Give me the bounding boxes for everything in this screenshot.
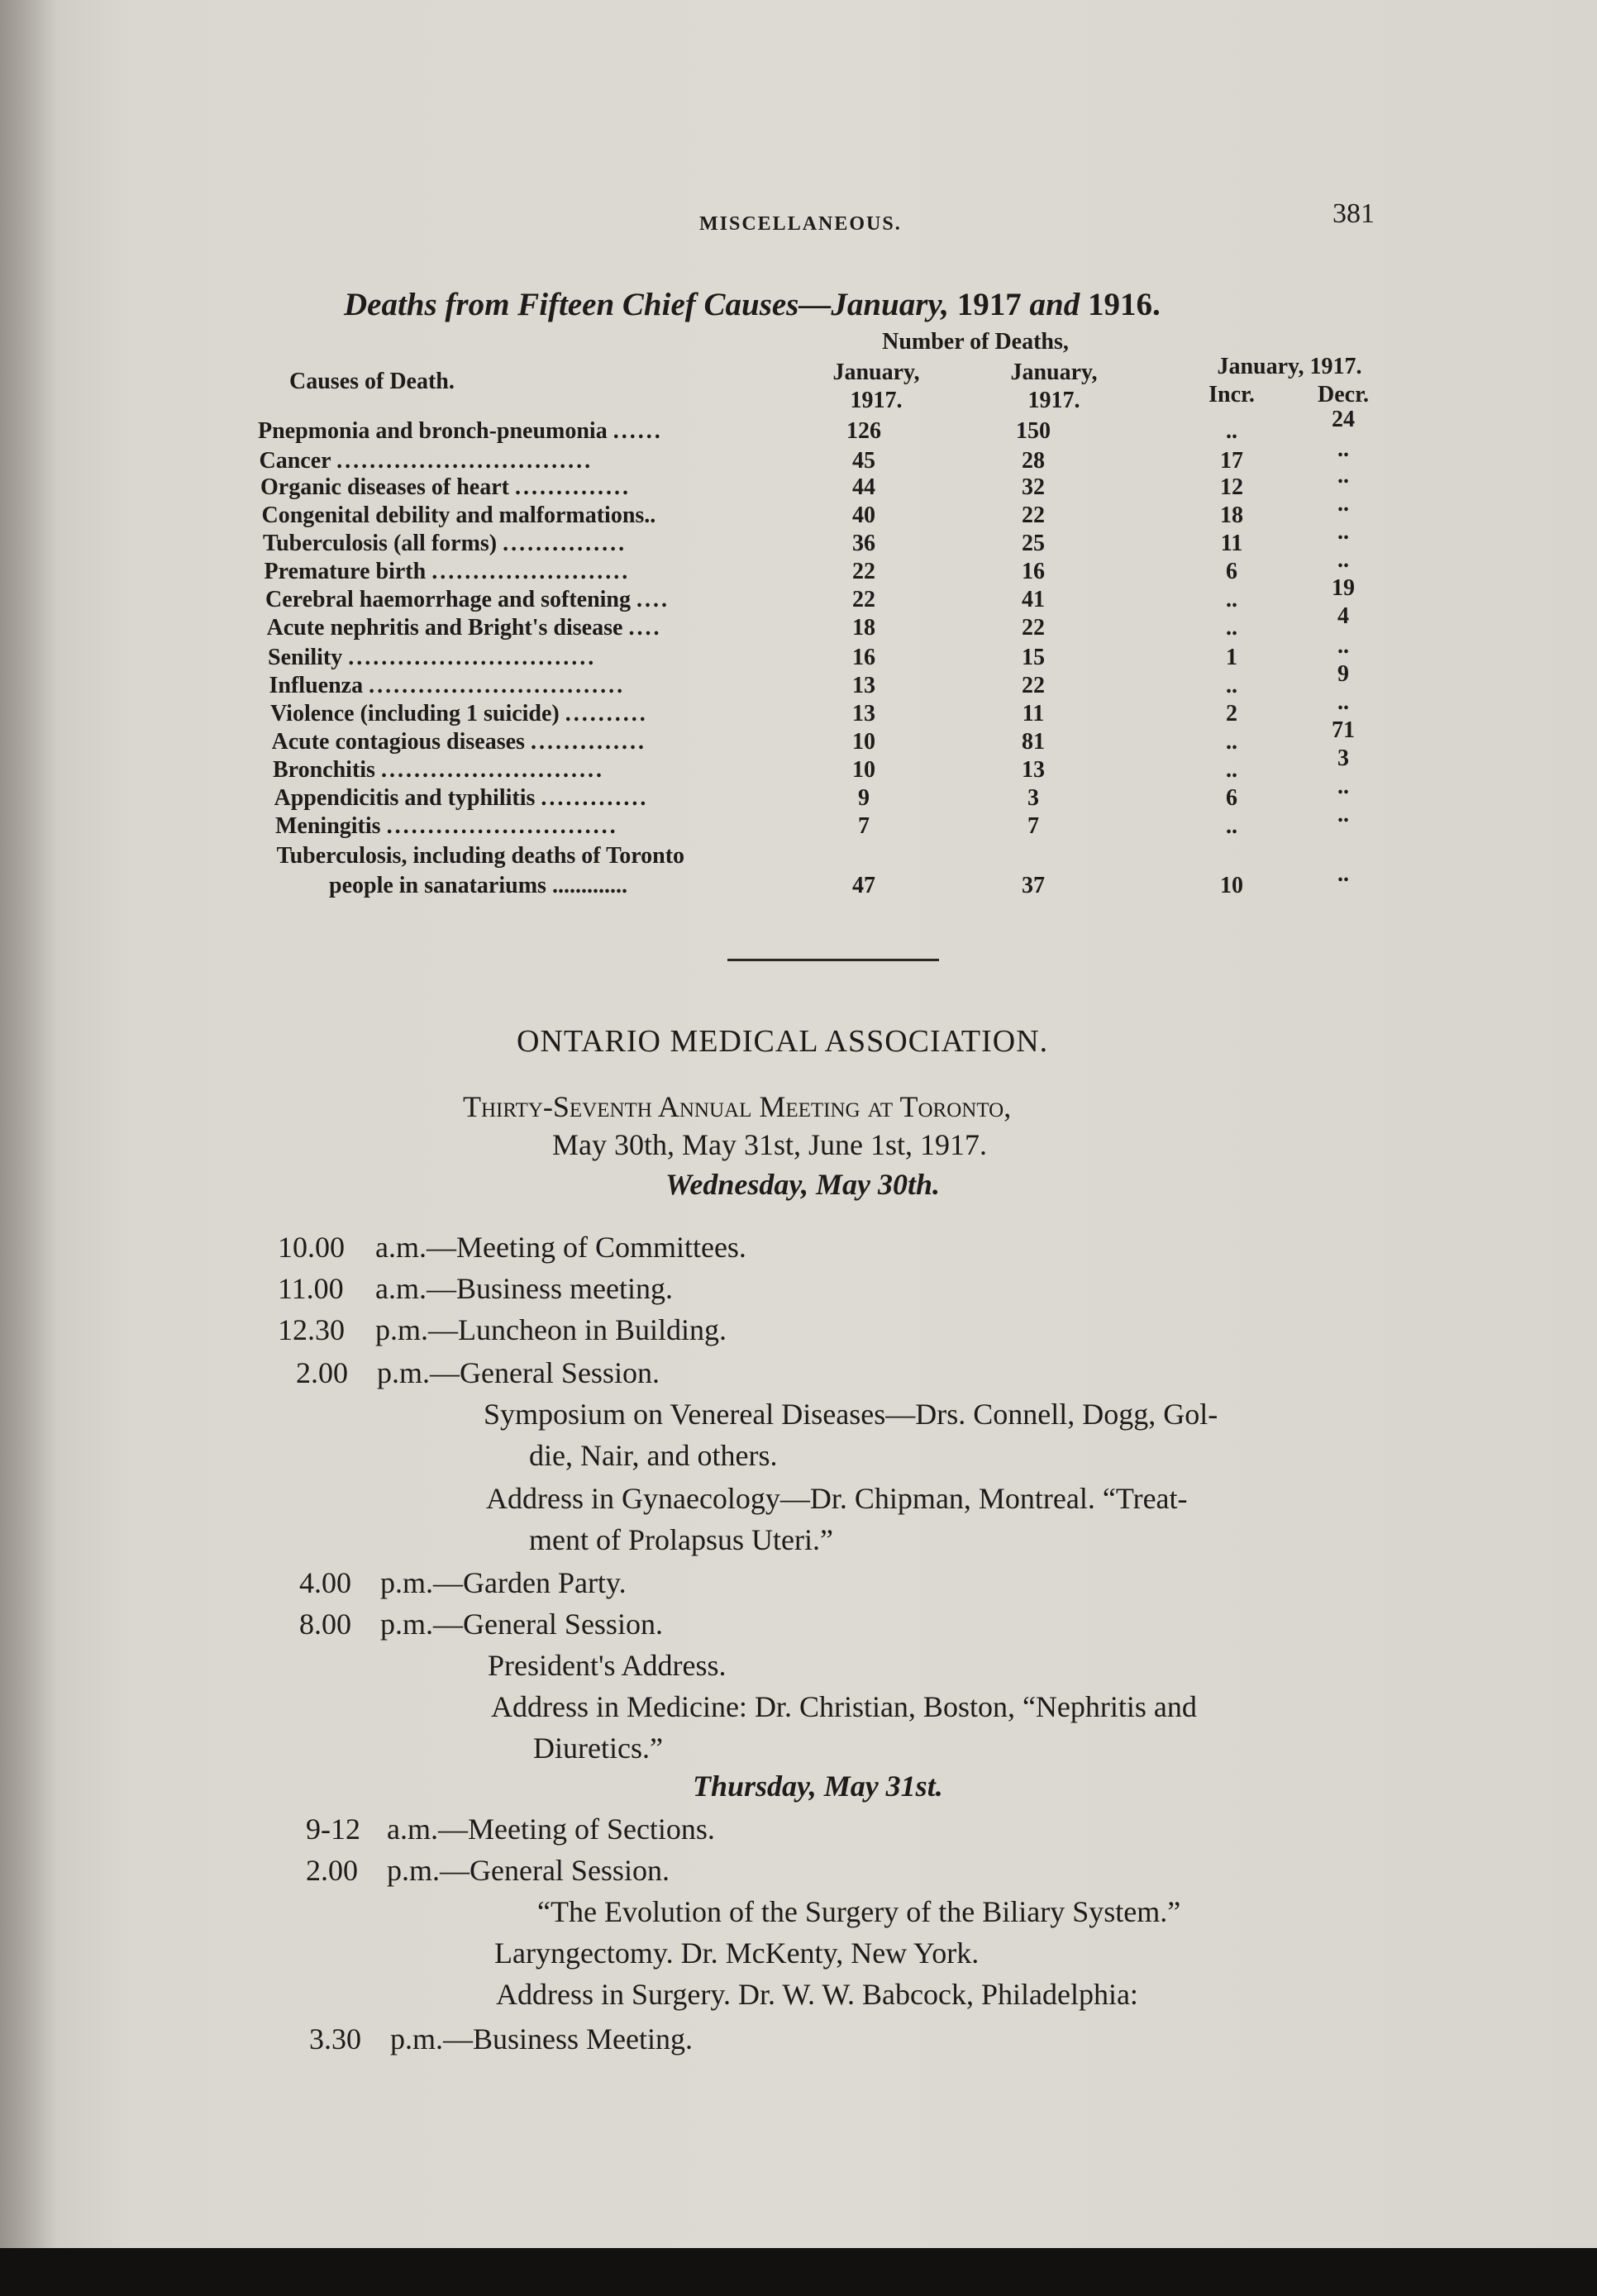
cell-incr: 11	[1220, 531, 1243, 556]
schedule-detail-line: “The Evolution of the Surgery of the Biliary System.”	[537, 1895, 1181, 1928]
cell-a: 22	[852, 559, 875, 584]
schedule-detail-line: Symposium on Venereal Diseases—Drs. Connell, Dogg, Gol-	[484, 1398, 1218, 1431]
cause-label: Bronchitis	[273, 757, 375, 783]
schedule-entry: p.m.—Garden Party.	[380, 1566, 627, 1599]
leader-dots: ....	[628, 615, 662, 641]
meeting-dates: May 30th, May 31st, June 1st, 1917.	[552, 1128, 987, 1161]
running-head: MISCELLANEOUS.	[699, 213, 902, 235]
schedule-time: 2.00	[306, 1854, 358, 1887]
cause-of-death	[268, 645, 846, 671]
cell-decr: ..	[1337, 519, 1349, 545]
leader-dots: ....	[636, 587, 670, 612]
cause-label: Tuberculosis, including deaths of Toronto	[276, 843, 685, 869]
schedule-detail-line: Address in Medicine: Dr. Christian, Boston, “Nephritis and	[491, 1690, 1197, 1723]
table-title	[344, 286, 1161, 323]
cell-incr: ..	[1226, 587, 1237, 612]
leader-dots: .............	[551, 873, 627, 898]
cell-b: 16	[1022, 559, 1045, 584]
cell-b: 22	[1022, 673, 1045, 698]
cell-decr: ..	[1337, 689, 1349, 715]
cell-a: 13	[852, 673, 875, 698]
cell-b: 22	[1022, 503, 1045, 528]
cell-decr: 71	[1332, 717, 1355, 743]
cell-b: 32	[1022, 474, 1045, 500]
schedule-entry: p.m.—Business Meeting.	[390, 2022, 693, 2055]
cause-of-death	[274, 785, 853, 812]
cause-label: Premature birth	[264, 559, 427, 584]
cause-of-death	[275, 813, 854, 840]
schedule-time: 10.00	[278, 1231, 345, 1264]
cause-label: Pnepmonia and bronch-pneumonia	[258, 418, 608, 444]
schedule-entry: a.m.—Meeting of Committees.	[375, 1231, 746, 1264]
table-title-main: Deaths from Fifteen Chief Causes—January,	[344, 287, 950, 322]
schedule-time: 3.30	[309, 2022, 361, 2055]
cause-label: Meningitis	[275, 813, 381, 839]
cell-b: 15	[1022, 645, 1045, 670]
cell-a: 44	[852, 474, 875, 500]
cause-label: Congenital debility and malformations..	[261, 503, 656, 528]
cell-decr: ..	[1337, 491, 1349, 517]
page-bottom-edge	[0, 2248, 1597, 2296]
header-column-1	[810, 359, 942, 415]
schedule-entry: a.m.—Business meeting.	[375, 1272, 673, 1305]
schedule-time: 8.00	[299, 1608, 351, 1641]
cell-b: 22	[1022, 615, 1045, 641]
leader-dots: ..........	[565, 701, 648, 726]
cell-b: 41	[1022, 587, 1045, 612]
schedule-time: 2.00	[296, 1356, 348, 1389]
header-decr: Decr.	[1318, 382, 1369, 407]
table-title-year2: 1916.	[1087, 287, 1161, 322]
schedule-entry: p.m.—General Session.	[387, 1854, 670, 1887]
cause-of-death	[262, 503, 841, 529]
schedule-entry: a.m.—Meeting of Sections.	[387, 1813, 715, 1846]
cell-decr: ..	[1337, 774, 1349, 799]
cell-b: 28	[1022, 448, 1045, 474]
cell-incr: 17	[1220, 448, 1243, 474]
schedule-time: 9-12	[306, 1813, 360, 1846]
cell-a: 9	[858, 785, 870, 811]
cell-a: 13	[852, 701, 875, 726]
leader-dots: ..............................	[348, 645, 597, 670]
cell-incr: 12	[1220, 474, 1243, 500]
schedule-detail-line: Diuretics.”	[533, 1732, 663, 1765]
cell-incr: 10	[1220, 873, 1243, 898]
schedule-detail-line: die, Nair, and others.	[529, 1439, 778, 1472]
schedule-time: 4.00	[299, 1566, 351, 1599]
leader-dots: ........................	[431, 559, 631, 584]
cell-decr: 9	[1337, 661, 1349, 687]
schedule-entry: p.m.—General Session.	[380, 1608, 663, 1641]
cell-a: 16	[852, 645, 875, 670]
cell-a: 7	[858, 813, 870, 839]
cause-label: Influenza	[269, 673, 364, 698]
cell-a: 10	[852, 729, 875, 755]
leader-dots: ...............................	[336, 448, 594, 474]
cause-of-death	[258, 418, 837, 445]
cell-decr: 24	[1332, 407, 1355, 432]
cell-b: 150	[1016, 418, 1051, 444]
cell-a: 45	[852, 448, 875, 474]
cause-label: Tuberculosis (all forms)	[263, 531, 498, 556]
leader-dots: ......	[613, 418, 663, 444]
cell-a: 22	[852, 587, 875, 612]
header-column-2	[984, 359, 1124, 415]
cell-b: 13	[1022, 757, 1045, 783]
header-change-group: January, 1917.	[1217, 354, 1362, 379]
page-number: 381	[1332, 198, 1375, 229]
cell-a: 40	[852, 503, 875, 528]
cell-incr: ..	[1226, 673, 1237, 698]
cause-label: Organic diseases of heart	[260, 474, 509, 500]
cause-label: Senility	[268, 645, 343, 670]
leader-dots: ..............	[514, 474, 631, 500]
schedule-detail-line: Address in Gynaecology—Dr. Chipman, Montreal. “Treat-	[486, 1482, 1188, 1515]
schedule-detail-line: President's Address.	[488, 1649, 727, 1682]
cause-label: Cerebral haemorrhage and softening	[265, 587, 631, 612]
cell-b: 81	[1022, 729, 1045, 755]
association-title: ONTARIO MEDICAL ASSOCIATION.	[517, 1024, 1049, 1059]
schedule-time: 11.00	[278, 1272, 344, 1305]
section-divider	[727, 959, 939, 961]
schedule-entry: p.m.—General Session.	[377, 1356, 660, 1389]
cell-b: 3	[1027, 785, 1039, 811]
schedule-detail-line: Address in Surgery. Dr. W. W. Babcock, Philadelphia:	[496, 1978, 1138, 2011]
table-title-and: and	[1029, 287, 1080, 322]
cause-of-death	[260, 448, 838, 474]
leader-dots: ............................	[386, 813, 618, 839]
cell-incr: 1	[1226, 645, 1237, 670]
gutter-shadow	[0, 0, 58, 2248]
cause-label: Violence (including 1 suicide)	[270, 701, 560, 726]
cell-decr: 19	[1332, 575, 1355, 601]
day-heading-thursday: Thursday, May 31st.	[693, 1770, 943, 1803]
cell-a: 126	[846, 418, 881, 444]
cause-label: Acute nephritis and Bright's disease	[266, 615, 623, 641]
cause-of-death	[267, 615, 846, 641]
leader-dots: ..............	[530, 729, 646, 755]
cell-decr: ..	[1337, 463, 1349, 488]
cell-decr: ..	[1337, 633, 1349, 659]
cause-label: Acute contagious diseases	[271, 729, 525, 755]
cell-a: 10	[852, 757, 875, 783]
cell-b: 7	[1027, 813, 1039, 839]
schedule-detail-line: Laryngectomy. Dr. McKenty, New York.	[494, 1936, 980, 1970]
cell-b: 11	[1022, 701, 1045, 726]
cell-incr: ..	[1226, 418, 1237, 444]
cell-a: 18	[852, 615, 875, 641]
schedule-detail-line: ment of Prolapsus Uteri.”	[529, 1523, 833, 1556]
header-column-1-line-1: January,	[832, 360, 920, 385]
cell-decr: ..	[1337, 802, 1349, 827]
cell-incr: 6	[1226, 785, 1237, 811]
cause-label-line-2: people in sanatariums	[329, 873, 546, 898]
cell-b: 25	[1022, 531, 1045, 556]
leader-dots: ...........................	[380, 757, 604, 783]
cell-b: 37	[1022, 873, 1045, 898]
cause-of-death	[273, 757, 851, 784]
leader-dots: ...............	[503, 531, 627, 556]
cell-a: 36	[852, 531, 875, 556]
cell-decr: 4	[1337, 603, 1349, 629]
cell-decr: ..	[1337, 547, 1349, 573]
cell-decr: 3	[1337, 745, 1349, 771]
cell-incr: 2	[1226, 701, 1237, 726]
cell-incr: ..	[1226, 757, 1237, 783]
cell-incr: 6	[1226, 559, 1237, 584]
cause-of-death	[272, 729, 851, 755]
cell-incr: ..	[1226, 813, 1237, 839]
schedule-entry: p.m.—Luncheon in Building.	[375, 1313, 727, 1346]
header-number-of-deaths: Number of Deaths,	[882, 329, 1069, 355]
cause-label: Appendicitis and typhilitis	[274, 785, 536, 811]
cause-of-death	[277, 843, 856, 869]
cause-of-death	[260, 474, 839, 501]
cell-a: 47	[852, 873, 875, 898]
cell-incr: 18	[1220, 503, 1243, 528]
header-incr: Incr.	[1208, 382, 1255, 407]
leader-dots: .............	[541, 785, 649, 811]
cause-of-death-continued	[329, 873, 627, 899]
meeting-subtitle: Thirty-Seventh Annual Meeting at Toronto,	[463, 1090, 1012, 1123]
leader-dots: ...............................	[369, 673, 626, 698]
cause-of-death	[263, 531, 841, 557]
cause-of-death	[270, 701, 849, 727]
header-column-2-line-2: 1917.	[1027, 388, 1080, 413]
cause-of-death	[269, 673, 848, 699]
day-heading-wednesday: Wednesday, May 30th.	[665, 1168, 940, 1201]
schedule-time: 12.30	[278, 1313, 345, 1346]
table-title-year1: 1917	[956, 287, 1022, 322]
cell-incr: ..	[1226, 729, 1237, 755]
header-causes: Causes of Death.	[289, 369, 455, 394]
cell-decr: ..	[1337, 861, 1349, 887]
cause-label: Cancer	[259, 448, 331, 474]
cause-of-death	[265, 559, 843, 585]
header-column-1-line-2: 1917.	[850, 388, 903, 413]
cause-of-death	[265, 587, 844, 613]
cell-incr: ..	[1226, 615, 1237, 641]
header-column-2-line-1: January,	[1010, 360, 1098, 385]
cell-decr: ..	[1337, 436, 1349, 462]
